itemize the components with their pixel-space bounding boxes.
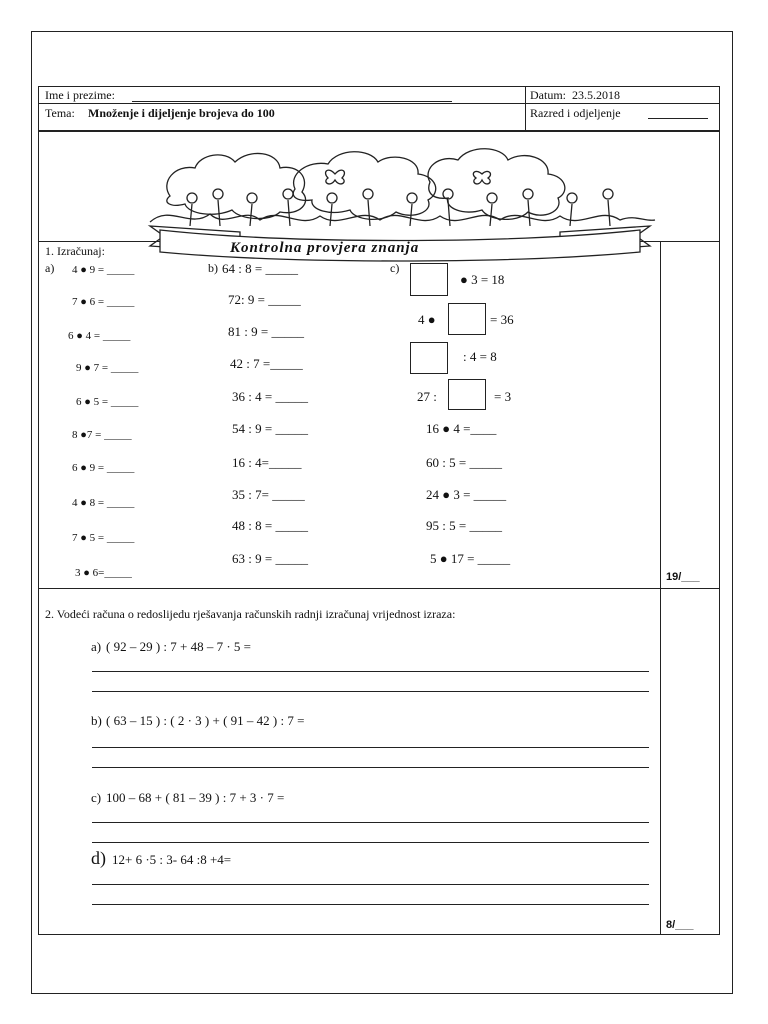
task2-item-label: c) xyxy=(91,790,102,805)
task1-a-item: 6 ● 9 = _____ xyxy=(72,462,135,474)
header-row-divider xyxy=(38,103,720,104)
task1-a-item: 4 ● 9 = _____ xyxy=(72,264,135,276)
task2-title: 2. Vodeći računa o redoslijedu rješavanja računskih radnji izračunaj vrijednost izraza: xyxy=(45,607,456,621)
task2-item-expr: 100 – 68 + ( 81 – 39 ) : 7 + 3 · 7 = xyxy=(106,790,285,805)
answer-line[interactable] xyxy=(92,842,649,843)
task2-item-expr: 12+ 6 ·5 : 3- 64 :8 +4= xyxy=(112,852,232,867)
topic-label: Tema: xyxy=(45,106,75,120)
task1-a-item: 6 ● 5 = _____ xyxy=(76,396,139,408)
task1-c-item: 60 : 5 = _____ xyxy=(426,455,502,470)
task1-b-item: 16 : 4=_____ xyxy=(232,455,302,470)
task1-a-item: 6 ● 4 = _____ xyxy=(68,330,131,342)
date-value: 23.5.2018 xyxy=(572,88,620,102)
task-divider xyxy=(38,588,720,589)
task1-c-item: 16 ● 4 =____ xyxy=(426,421,497,436)
task1-b-item: 36 : 4 = _____ xyxy=(232,389,308,404)
task1-b-item: 81 : 9 = _____ xyxy=(228,324,304,339)
task1-b-item: 54 : 9 = _____ xyxy=(232,421,308,436)
task1-c-item: 24 ● 3 = _____ xyxy=(426,487,507,502)
answer-box[interactable] xyxy=(448,303,486,335)
answer-line[interactable] xyxy=(92,767,649,768)
answer-box[interactable] xyxy=(410,342,448,374)
header-col-divider xyxy=(525,86,526,131)
task1-c-after: = 3 xyxy=(494,389,512,404)
class-field[interactable] xyxy=(648,118,708,119)
name-label: Ime i prezime: xyxy=(45,88,115,102)
answer-line[interactable] xyxy=(92,671,649,672)
task2-item-expr: ( 92 – 29 ) : 7 + 48 – 7 · 5 = xyxy=(106,639,252,654)
task1-a-item: 8 ●7 = _____ xyxy=(72,429,132,441)
task1-b-item: 35 : 7= _____ xyxy=(232,487,305,502)
task1-c-item: 5 ● 17 = _____ xyxy=(430,551,511,566)
name-field[interactable] xyxy=(132,101,452,102)
task1-a-item: 7 ● 5 = _____ xyxy=(72,532,135,544)
task1-c-after: = 36 xyxy=(490,312,514,327)
task1-col-b-label: b) xyxy=(208,261,218,275)
task1-c-before: 27 : xyxy=(417,389,437,404)
task1-b-item: 42 : 7 =_____ xyxy=(230,356,303,371)
answer-line[interactable] xyxy=(92,747,649,748)
topic-value: Množenje i dijeljenje brojeva do 100 xyxy=(88,106,275,120)
date-label: Datum: xyxy=(530,88,566,102)
task1-col-a-label: a) xyxy=(45,261,55,275)
answer-line[interactable] xyxy=(92,691,649,692)
task2-item-label: b) xyxy=(91,713,102,728)
task1-title: 1. Izračunaj: xyxy=(45,244,105,258)
answer-box[interactable] xyxy=(410,263,448,296)
task1-c-after: : 4 = 8 xyxy=(463,349,497,364)
task2-item-label: d) xyxy=(91,848,106,868)
task1-c-after: ● 3 = 18 xyxy=(460,272,505,287)
banner-title: Kontrolna provjera znanja xyxy=(230,240,420,256)
task1-a-item: 9 ● 7 = _____ xyxy=(76,362,139,374)
task1-b-item: 48 : 8 = _____ xyxy=(232,518,308,533)
task1-score: 19/___ xyxy=(666,571,700,583)
task1-a-item: 3 ● 6=_____ xyxy=(75,567,132,579)
answer-box[interactable] xyxy=(448,379,486,410)
task1-col-c-label: c) xyxy=(390,261,400,275)
task1-a-item: 4 ● 8 = _____ xyxy=(72,497,135,509)
task2-score: 8/___ xyxy=(666,919,694,931)
task1-a-item: 7 ● 6 = _____ xyxy=(72,296,135,308)
task2-item-label: a) xyxy=(91,639,102,654)
class-label: Razred i odjeljenje xyxy=(530,106,621,120)
score-column-divider xyxy=(660,241,661,935)
task1-c-item: 95 : 5 = _____ xyxy=(426,518,502,533)
task1-b-item: 64 : 8 = _____ xyxy=(222,261,298,276)
task2-item-expr: ( 63 – 15 ) : ( 2 · 3 ) + ( 91 – 42 ) : 7 = xyxy=(106,713,305,728)
answer-line[interactable] xyxy=(92,822,649,823)
answer-line[interactable] xyxy=(92,904,649,905)
task1-c-before: 4 ● xyxy=(418,312,436,327)
answer-line[interactable] xyxy=(92,884,649,885)
task1-b-item: 72: 9 = _____ xyxy=(228,292,301,307)
task1-b-item: 63 : 9 = _____ xyxy=(232,551,308,566)
